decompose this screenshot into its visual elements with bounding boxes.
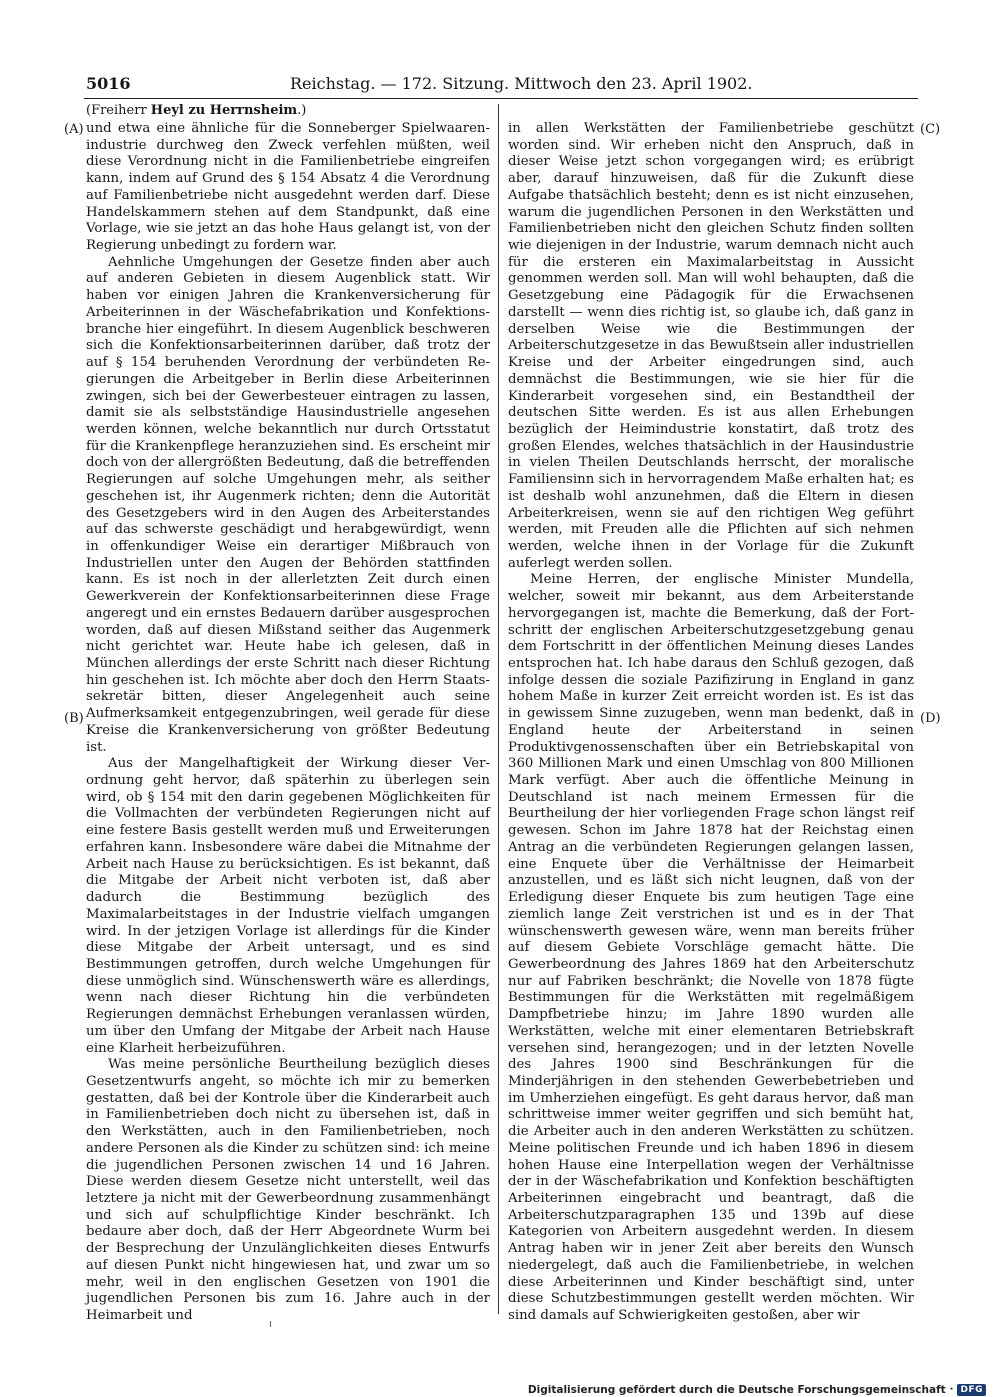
speaker-note	[86, 103, 306, 118]
right-column	[508, 121, 914, 1325]
left-column	[86, 121, 490, 1325]
paragraph: Aus der Mangelhaftigkeit der Wirkung dieser Verordnung geht hervor, daß späterhin zu überlegen sein wird, ob § 154 mit den darin gegebenen Möglichkeiten für die Vollmachten der verbündeten Regierungen nicht auf eine festere Basis gestellt werden muß und Erweiterungen erfahren kann. Insbesondere wäre dabei die Mitnahme der Arbeit nach Hause zu berücksichtigen. Es ist bekannt, daß die Mitgabe der Arbeit nicht verboten ist, daß aber dadurch die Bestimmung bezüglich des Maximalarbeitstages in der Industrie vielfach umgangen wird. In der jetzigen Vorlage ist allerdings für die Kinder diese Mitgabe der Arbeit untersagt, und es sind Bestimmungen getroffen, durch welche Umgehungen für diese unmöglich sind. Wünschenswerth wäre es allerdings, wenn nach dieser Richtung hin die verbündeten Regierungen demnächst Erhebungen veranlassen würden, um über den Umfang der Mitgabe der Arbeit nach Hause eine Klarheit herbeizuführen.	[86, 756, 490, 1056]
paragraph: und etwa eine ähnliche für die Sonneberger Spielwaarenindustrie durchweg den Zweck verfehlen müßten, weil diese Verordnung nicht in die Familienbetriebe eingreifen kann, indem auf Grund des § 154 Absatz 4 die Verordnung auf Familienbetriebe nicht ausgedehnt werden darf. Diese Handelskammern stehen auf dem Standpunkt, daß eine Vorlage, wie sie jetzt an das hohe Haus gelangt ist, von der Regierung unbedingt zu fordern war.	[86, 121, 490, 254]
footer-text: Digitalisierung gefördert durch die Deutsche Forschungsgemeinschaft	[527, 1383, 946, 1396]
margin-marker-c: (C)	[920, 122, 941, 137]
paragraph: in allen Werkstätten der Familienbetriebe geschützt worden sind. Wir erheben nicht den Anspruch, daß in dieser Weise jetzt schon vorgegangen wird; es erübrigt aber, darauf hinzuweisen, daß für die Zukunft diese Aufgabe thatsächlich besteht; denn es ist nicht einzusehen, warum die jugendlichen Personen in den Werkstätten und Familienbetrieben nicht den gleichen Schutz finden sollten wie diejenigen in der Industrie, warum demnach nicht auch für die ersteren ein Maximalarbeitstag in Aussicht genommen werden soll. Man will wohl behaupten, daß die Gesetzgebung eine Pädagogik für die Erwachsenen darstellt — wenn dies richtig ist, so glaube ich, daß ganz in derselben Weise wie die Bestimmungen der Arbeiterschutzgesetze in das Bewußtsein aller industriellen Kreise und der Arbeiter eingedrungen sind, auch demnächst die Bestimmungen, wie sie hier für die Kinderarbeit vorgesehen sind, ein Bestandtheil der deutschen Sitte werden. Es ist aus allen Erhebungen bezüglich der Heimindustrie konstatirt, daß trotz des großen Elendes, welches thatsächlich in der Hausindustrie in vielen Theilen Deutschlands herrscht, der moralische Familiensinn sich in hervorragendem Maße erhalten hat; es ist deshalb wohl anzunehmen, daß die Eltern in diesen Arbeiterkreisen, wenn sie auf den richtigen Weg geführt werden, mit Freuden alle die Pflichten auf sich nehmen werden, welche ihnen in der Vorlage für die Zukunft auferlegt werden sollen.	[508, 121, 914, 571]
paragraph: Meine Herren, der englische Minister Mundella, welcher, soweit mir bekannt, aus dem Arbeiterstande hervorgegangen ist, machte die Bemerkung, daß der Fortschritt der englischen Arbeiterschutzgesetzgebung genau dem Fortschritt in der öffentlichen Meinung dieses Landes entsprochen hat. Ich habe daraus den Schluß gezogen, daß infolge dessen die soziale Pazifizirung in England in ganz hohem Maße in kurzer Zeit erreicht worden ist. Es ist das in gewissem Sinne zuzugeben, wenn man bedenkt, daß in England heute der Arbeiterstand in seinen Produktivgenossenschaften über ein Betriebskapital von 360 Millionen Mark und einen Umschlag von 800 Millionen Mark verfügt. Aber auch die öffentliche Meinung in Deutschland ist nach meinem Ermessen für die Beurtheilung der hier vorliegenden Frage schon längst reif gewesen. Schon im Jahre 1878 hat der Reichstag einen Antrag an die verbündeten Regierungen gelangen lassen, eine Enquete über die Verhältnisse der Heimarbeit anzustellen, und es läßt sich nicht leugnen, daß von der Erledigung dieser Enquete bis zum heutigen Tage eine ziemlich lange Zeit verstrichen ist und es in der That wünschenswerth gewesen wäre, wenn man bereits früher auf diesem Gebiete Vorschläge gemacht hätte. Die Gewerbeordnung des Jahres 1869 hat den Arbeiterschutz nur auf Fabriken beschränkt; die Novelle von 1878 fügte Bestimmungen für die Werkstätten mit regelmäßigem Dampfbetriebe hinzu; im Jahre 1890 wurden alle Werkstätten, welche mit einer elementaren Betriebskraft versehen sind, herangezogen; und in der letzten Novelle des Jahres 1900 sind Beschränkungen für die Minderjährigen in den stehenden Gewerbebetrieben und im Umherziehen eingefügt. Es geht daraus hervor, daß man schrittweise immer weiter gegriffen und sich bemüht hat, die Arbeiter auch in den anderen Werkstätten zu schützen. Meine politischen Freunde und ich haben 1896 in diesem hohen Hause eine Interpellation wegen der Verhältnisse der in der Wäschefabrikation und Konfektion beschäftigten Arbeiterinnen eingebracht und beantragt, daß die Arbeiterschutzparagraphen 135 und 139b auf diese Kategorien von Arbeitern ausgedehnt werden. In diesem Antrag haben wir in jener Zeit aber bereits den Wunsch niedergelegt, daß auch die Familienbetriebe, in welchen diese Arbeiterinnen und Kinder beschäftigt sind, unter diese Schutzbestimmungen gestellt werden möchten. Wir sind damals auf Schwierigkeiten gestoßen, aber wir	[508, 572, 914, 1324]
running-title: Reichstag. — 172. Sitzung. Mittwoch den 23. April 1902.	[290, 74, 753, 93]
header-rule	[84, 98, 918, 99]
speaker-suffix: .)	[297, 103, 307, 118]
digitization-footer	[528, 1382, 986, 1397]
dfg-logo-icon: DFG	[957, 1384, 986, 1396]
speaker-prefix: (Freiherr	[86, 103, 151, 118]
page-number: 5016	[86, 74, 131, 93]
speaker-name: Heyl zu Herrnsheim	[150, 103, 298, 118]
column-divider	[498, 104, 499, 1314]
margin-marker-b: (B)	[64, 711, 84, 726]
page-tick-mark	[270, 1321, 271, 1327]
footer-separator: ·	[949, 1384, 954, 1395]
paragraph: Aehnliche Umgehungen der Gesetze finden aber auch auf anderen Gebieten in diesem Augenblick statt. Wir haben vor einigen Jahren die Krankenversicherung für Arbeiterinnen in der Wäschefabrikation und Konfektionsbranche hier eingeführt. In diesem Augenblick beschweren sich die Konfektionsarbeiterinnen darüber, daß trotz der auf § 154 beruhenden Verordnung der verbündeten Regierungen die Arbeitgeber in Berlin diese Arbeiterinnen zwingen, sich bei der Gewerbesteuer eintragen zu lassen, damit sie als selbstständige Hausindustrielle angesehen werden können, welche bekanntlich nur durch Ortsstatut für die Krankenpflege heranzuziehen sind. Es erscheint mir doch von der allergrößten Bedeutung, daß die betreffenden Regierungen auf solche Umgehungen mehr, als seither geschehen ist, ihr Augenmerk richten; denn die Autorität des Gesetzgebers wird in den Augen des Arbeiterstandes auf das schwerste geschädigt und herabgewürdigt, wenn in offenkundiger Weise ein derartiger Mißbrauch von Industriellen unter den Augen der Behörden stattfinden kann. Es ist noch in der allerletzten Zeit durch einen Gewerkverein der Konfektionsarbeiterinnen diese Frage angeregt und ein ernstes Bedauern darüber ausgesprochen worden, daß auf diesen Mißstand seither das Augenmerk nicht gerichtet war. Heute habe ich gelesen, daß in München allerdings der erste Schritt nach dieser Richtung hin geschehen ist. Ich möchte aber doch den Herrn Staatssekretär bitten, dieser Angelegenheit auch seine Aufmerksamkeit entgegenzubringen, weil gerade für diese Kreise die Krankenversicherung von größter Bedeutung ist.	[86, 254, 490, 755]
paragraph: Was meine persönliche Beurtheilung bezüglich dieses Gesetzentwurfs angeht, so möchte ich mir zu bemerken gestatten, daß bei der Kontrole über die Kinderarbeit auch in Familienbetrieben doch nicht zu übersehen ist, daß in den Werkstätten, auch in den Familienbetrieben, noch andere Personen als die Kinder zu schützen sind: ich meine die jugendlichen Personen zwischen 14 und 16 Jahren. Diese werden diesem Gesetze nicht unterstellt, weil das letztere ja nicht mit der Gewerbeordnung zusammenhängt und sich auf schulpflichtige Kinder beschränkt. Ich bedaure aber doch, daß der Herr Abgeordnete Wurm bei der Besprechung der Unzulänglichkeiten dieses Entwurfs auf diesen Punkt nicht hingewiesen hat, und zwar um so mehr, weil in den englischen Gesetzen von 1901 die jugendlichen Personen bis zum 16. Jahre auch in der Heimarbeit und	[86, 1057, 490, 1324]
margin-marker-d: (D)	[920, 711, 941, 726]
running-header	[86, 74, 753, 98]
margin-marker-a: (A)	[64, 122, 84, 137]
